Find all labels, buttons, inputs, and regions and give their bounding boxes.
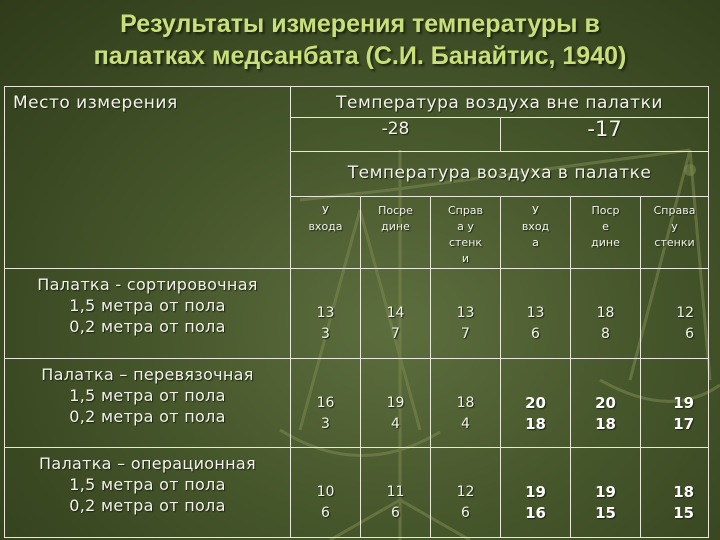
value-0-2m: 16 xyxy=(525,504,546,523)
value-1-5m: 14 xyxy=(386,305,405,322)
value-1-5m: 20 xyxy=(525,393,546,412)
row-label: Палатка – операционная 1,5 метра от пола 0,2 метра от пола xyxy=(5,448,291,538)
row-label: Палатка - сортировочная 1,5 метра от пола 0,2 метра от пола xyxy=(5,269,291,359)
value-1-5m: 19 xyxy=(595,483,616,502)
value-1-5m: 18 xyxy=(456,394,475,411)
subheader-right-wall: Справ а у стенк и xyxy=(431,196,501,268)
title-line-2: палатках медсанбата (С.И. Банайтис, 1940) xyxy=(93,42,627,70)
temperature-value-cell xyxy=(501,448,571,538)
value-1-5m: 13 xyxy=(316,305,335,322)
temperature-value-cell xyxy=(641,448,709,538)
slide-title xyxy=(0,8,720,72)
temperature-value-cell xyxy=(571,269,641,359)
table-row xyxy=(5,358,709,448)
subheader-middle: Посре дине xyxy=(361,196,431,268)
value-0-2m: 3 xyxy=(321,415,330,432)
temperature-value-cell xyxy=(641,269,709,359)
value-1-5m: 19 xyxy=(525,483,546,502)
outside-value-1: -28 xyxy=(381,118,410,139)
table-row xyxy=(5,269,709,359)
value-1-5m: 12 xyxy=(676,305,695,322)
value-1-5m: 13 xyxy=(456,305,475,322)
temperature-value-cell xyxy=(431,358,501,448)
row-label: Палатка – перевязочная 1,5 метра от пола 0,2 метра от пола xyxy=(5,358,291,448)
value-0-2m: 6 xyxy=(321,505,330,522)
value-0-2m: 6 xyxy=(461,505,470,522)
subheader-entrance-2: У вход а xyxy=(501,196,571,268)
value-0-2m: 4 xyxy=(391,415,400,432)
value-0-2m: 17 xyxy=(673,414,695,433)
value-0-2m: 4 xyxy=(461,415,470,432)
value-0-2m: 6 xyxy=(531,326,540,343)
subheader-entrance: У входа xyxy=(291,196,361,268)
title-line-1: Результаты измерения температуры в xyxy=(120,10,600,38)
temperature-value-cell xyxy=(501,269,571,359)
subheader-right-wall-2: Справа у стенки xyxy=(641,196,709,268)
temperature-value-cell xyxy=(291,448,361,538)
value-1-5m: 10 xyxy=(316,484,335,501)
value-0-2m: 6 xyxy=(391,505,400,522)
place-header: Место измерения xyxy=(5,87,291,269)
outside-value-cell-1 xyxy=(291,117,501,152)
outside-value-2: -17 xyxy=(587,116,622,141)
temperature-value-cell xyxy=(431,269,501,359)
value-0-2m: 6 xyxy=(685,326,695,343)
value-1-5m: 20 xyxy=(595,393,616,412)
temperature-value-cell xyxy=(361,358,431,448)
value-0-2m: 8 xyxy=(601,326,610,343)
temperature-value-cell xyxy=(361,269,431,359)
temperature-value-cell xyxy=(291,358,361,448)
temperature-value-cell xyxy=(361,448,431,538)
value-1-5m: 13 xyxy=(526,305,545,322)
temperature-value-cell xyxy=(571,448,641,538)
value-0-2m: 7 xyxy=(461,326,470,343)
value-1-5m: 18 xyxy=(596,305,615,322)
temperature-value-cell xyxy=(641,358,709,448)
temperature-table xyxy=(4,86,709,538)
value-1-5m: 19 xyxy=(673,393,695,412)
subheader-middle-2: Поср е дине xyxy=(571,196,641,268)
temperature-value-cell xyxy=(431,448,501,538)
table-row xyxy=(5,448,709,538)
outside-temperature-header: Температура воздуха вне палатки xyxy=(291,87,709,118)
temperature-value-cell xyxy=(291,269,361,359)
value-0-2m: 3 xyxy=(321,326,330,343)
temperature-value-cell xyxy=(501,358,571,448)
inside-temperature-header: Температура воздуха в палатке xyxy=(291,162,709,197)
value-0-2m: 18 xyxy=(525,414,546,433)
value-1-5m: 19 xyxy=(386,394,405,411)
value-1-5m: 12 xyxy=(456,484,475,501)
value-0-2m: 7 xyxy=(391,326,400,343)
value-0-2m: 18 xyxy=(595,414,616,433)
value-1-5m: 16 xyxy=(316,394,335,411)
temperature-value-cell xyxy=(571,358,641,448)
outside-value-cell-2 xyxy=(501,117,709,152)
value-0-2m: 15 xyxy=(673,504,695,523)
value-1-5m: 11 xyxy=(386,484,405,501)
value-1-5m: 18 xyxy=(673,483,695,502)
value-0-2m: 15 xyxy=(595,504,616,523)
